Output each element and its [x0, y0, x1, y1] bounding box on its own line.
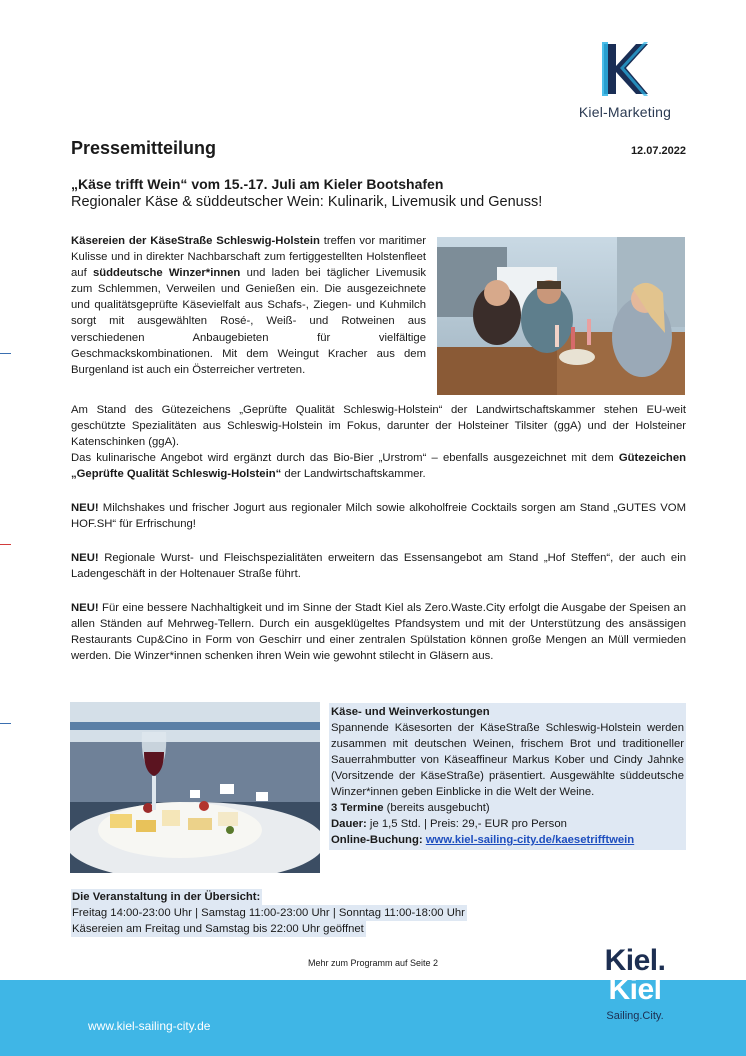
- tasting-booking: [331, 832, 684, 848]
- release-date: 12.07.2022: [630, 145, 686, 157]
- new-label: NEU!: [71, 502, 99, 514]
- beer-bold-seal: Gütezeichen „Geprüfte Qualität Schleswig-Holstein“: [71, 452, 686, 481]
- duration-label: Dauer:: [331, 818, 367, 830]
- beer-text-1: Das kulinarische Angebot wird ergänzt durch das Bio-Bier „Urstrom“ – ebenfalls ausgezeichnet mit dem: [71, 452, 619, 464]
- tasting-dates-bold: 3 Termine: [331, 802, 384, 814]
- new-label: NEU!: [71, 552, 99, 564]
- paragraph-bio-beer: [71, 450, 686, 482]
- paragraph-quality-seal: [71, 402, 686, 450]
- kiel-logo-line2: Kiel: [608, 973, 662, 1006]
- sustainability-text: Für eine bessere Nachhaltigkeit und im Sinne der Stadt Kiel als Zero.Waste.City erfolgt die Ausgabe der Speisen an allen Ständen auf Mehrweg-Tellern. Durch ein ausgeklügeltes Pfandsystem und mit der Unterstützung des ansässigen Restaurants Cup&Cino in Form von Geschirr und einer zentralen Spülstation können große Mengen an Müll vermieden werden. Die Winzer*innen schenken ihren Wein wie gewohnt stilecht in Gläsern aus.: [71, 602, 686, 663]
- paragraph-sustainability: [71, 600, 686, 664]
- tasting-title: [331, 704, 684, 720]
- overview-title: [71, 889, 262, 905]
- fold-mark-bottom: [0, 723, 11, 724]
- paragraph-text: [71, 500, 686, 532]
- title-row: [71, 138, 686, 159]
- tasting-info-box: [329, 703, 686, 850]
- tasting-dates: [331, 800, 684, 816]
- paragraph-text: [71, 550, 686, 582]
- intro-text-2: und laden bei täglicher Livemusik zum Schlemmen, Verweilen und Genießen ein. Die ausgezeichnete und qualitätsgeprüfte Käsevielfalt aus Schafs-, Ziegen- und Kuhmilch sorgt mit ausgewählten Rosé-, Weiß- und Rotweinen aus verschiedenen Anbaugebieten für vielfältige Geschmackskombinationen. Mit dem Weingut Kracher aus dem Burgenland ist auch ein Österreicher vertreten.: [71, 267, 427, 376]
- milkshakes-text: Milchshakes und frischer Jogurt aus regionaler Milch sowie alkoholfreie Cocktails sorgen am Stand „GUTES VOM HOF.SH“ für Erfrischung!: [71, 502, 686, 531]
- tasting-dates-text: (bereits ausgebucht): [383, 802, 490, 814]
- page-title: Pressemitteilung: [71, 138, 217, 158]
- overview-times: Freitag 14:00-23:00 Uhr | Samstag 11:00-23:00 Uhr | Sonntag 11:00-18:00 Uhr: [72, 907, 465, 919]
- sausage-text: Regionale Wurst- und Fleischspezialitäten erweitern das Essensangebot am Stand „Hof Steffen“, der auch ein Ladengeschäft in der Holtenauer Straße führt.: [71, 552, 686, 581]
- kiel-logo-line1: Kiel.: [604, 944, 666, 977]
- paragraph-milkshakes: [71, 500, 686, 532]
- intro-text-1: treffen vor maritimer Kulisse und in direkter Nachbarschaft zum fertiggestellten Holstenfleet auf: [71, 235, 426, 280]
- kiel-sailing-city-logo: [590, 946, 680, 1022]
- duration-text: je 1,5 Std. | Preis: 29,- EUR pro Person: [366, 818, 567, 830]
- tasting-description: Spannende Käsesorten der KäseStraße Schleswig-Holstein werden zusammen mit deutschen Weinen, frischem Brot und traditioneller Sauerrahmbutter von Käseaffineur Markus Kober und Cindy Jahnke (Vorsitzende der KäseStraße) präsentiert. Ausgewählte süddeutsche Winzer*innen geben Einblicke in die Welt der Weine.: [331, 722, 684, 798]
- intro-bold-cheese: Käsereien der KäseStraße Schleswig-Holstein: [71, 235, 320, 247]
- fold-mark-top: [0, 353, 11, 354]
- paragraph-text: [71, 450, 686, 482]
- tasting-title-text: Käse- und Weinverkostungen: [331, 706, 490, 718]
- intro-bold-winemakers: süddeutsche Winzer*innen: [92, 267, 241, 280]
- k-logo-icon: [600, 42, 650, 96]
- intro-paragraph: [71, 233, 426, 378]
- paragraph-sausage: [71, 550, 686, 582]
- new-label: NEU!: [71, 602, 99, 614]
- punch-mark: [0, 544, 11, 545]
- overview-note: Käsereien am Freitag und Samstag bis 22:00 Uhr geöffnet: [72, 923, 364, 935]
- footer-url[interactable]: www.kiel-sailing-city.de: [88, 1019, 211, 1033]
- event-overview: [71, 889, 467, 937]
- overview-title-text: Die Veranstaltung in der Übersicht:: [72, 891, 261, 903]
- booking-label: Online-Buchung:: [331, 834, 423, 846]
- beer-text-2: der Landwirtschaftskammer.: [281, 468, 426, 481]
- photo-cheese-plate: [70, 702, 320, 873]
- tasting-duration: [331, 816, 684, 832]
- subheadline: Regionaler Käse & süddeutscher Wein: Kulinarik, Livemusik und Genuss!: [71, 194, 543, 210]
- photo-people-toasting: [437, 237, 685, 395]
- logo-text: Kiel-Marketing: [578, 104, 672, 120]
- headline: „Käse trifft Wein“ vom 15.-17. Juli am Kieler Bootshafen: [71, 176, 444, 192]
- paragraph-text: Am Stand des Gütezeichens „Geprüfte Qualität Schleswig-Holstein“ der Landwirtschaftskammer stehen EU-weit geschützte Spezialitäten aus Schleswig-Holstein im Fokus, darunter der Holsteiner Tilsiter (ggA) und der Holsteiner Katenschinken (ggA).: [71, 404, 686, 449]
- kiel-logo-tagline: Sailing.City.: [606, 1010, 664, 1022]
- booking-link[interactable]: www.kiel-sailing-city.de/kaesetrifftwein: [425, 834, 635, 846]
- more-info-note: Mehr zum Programm auf Seite 2: [307, 958, 439, 968]
- paragraph-text: [71, 600, 686, 664]
- kiel-marketing-logo: [560, 42, 690, 120]
